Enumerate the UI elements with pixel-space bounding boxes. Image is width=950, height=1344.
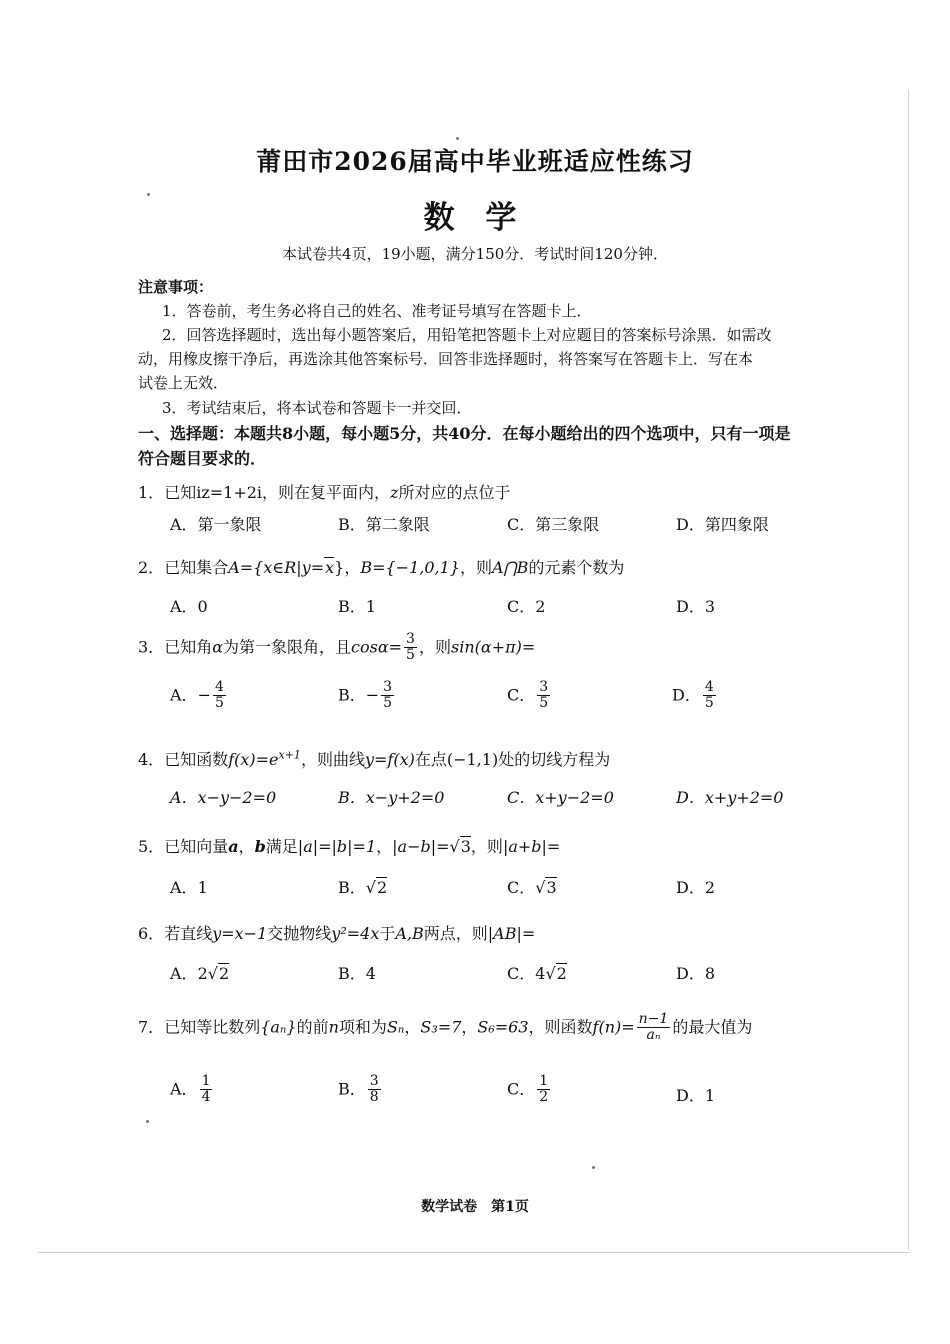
page-edge-bottom — [38, 1252, 910, 1253]
q7-option-c: C． $\frac{1}{2}$ — [507, 1073, 549, 1106]
question-1: 1．已知iz=1+2i，则在复平面内，z所对应的点位于 — [138, 483, 511, 502]
q4-option-a: A．x−y−2=0 — [170, 788, 277, 807]
q1-option-a: A．第一象限 — [170, 515, 262, 534]
scan-speck — [592, 1166, 595, 1169]
q7-option-a: A． $\frac{1}{4}$ — [170, 1073, 211, 1106]
note-item: 3．考试结束后，将本试卷和答题卡一并交回． — [162, 399, 472, 417]
q3-option-a: A．− $\frac{4}{5}$ — [170, 679, 224, 712]
q5-option-c: C．√3 — [507, 878, 557, 897]
exam-subject: 数 学 — [423, 200, 527, 236]
q6-option-b: B．4 — [338, 964, 376, 983]
section-heading: 一、选择题：本题共8小题，每小题5分，共40分．在每小题给出的四个选项中，只有一项是 — [138, 424, 791, 443]
q1-option-d: D．第四象限 — [676, 515, 769, 534]
exam-info: 本试卷共4页，19小题，满分150分．考试时间120分钟． — [282, 245, 668, 263]
fraction: $\frac{n-1}{\text{aₙ}}$ — [638, 1011, 669, 1044]
scan-speck — [146, 1120, 149, 1123]
note-item: 试卷上无效． — [138, 374, 229, 392]
q4-option-c: C．x+y−2=0 — [507, 788, 614, 807]
page-edge-right — [908, 90, 909, 1250]
question-6: 6．若直线y=x−1交抛物线y²=4x于A,B两点，则|AB|= — [138, 924, 536, 943]
q1-option-c: C．第三象限 — [507, 515, 600, 534]
q5-option-b: B．√2 — [338, 878, 388, 897]
q1-option-b: B．第二象限 — [338, 515, 430, 534]
note-item: 2．回答选择题时，选出每小题答案后，用铅笔把答题卡上对应题目的答案标号涂黑．如需改 — [162, 326, 772, 344]
note-item: 动，用橡皮擦干净后，再选涂其他答案标号．回答非选择题时，将答案写在答题卡上．写在本 — [138, 350, 754, 368]
q3-option-b: B．− $\frac{3}{5}$ — [338, 679, 393, 712]
question-2: 2．已知集合A={x∈R|y=x}，B={−1,0,1}，则A⋂B的元素个数为 — [138, 558, 625, 577]
question-7: 7．已知等比数列{aₙ}的前n项和为Sₙ，S₃=7，S₆=63，则函数f(n)= $\frac{n-1}{\text{aₙ}}$ 的最大值为 — [138, 1011, 753, 1044]
question-3: 3．已知角α为第一象限角，且cosα= $\frac{3}{5}$ ，则sin(α+π)= — [138, 631, 536, 664]
notes-heading: 注意事项： — [138, 278, 214, 296]
fraction: $\frac{3}{5}$ — [406, 631, 415, 664]
q6-option-a: A．2√2 — [170, 964, 230, 983]
q6-option-d: D．8 — [676, 964, 716, 983]
page-footer: 数学试卷 第1页 — [421, 1199, 529, 1215]
q7-option-b: B． $\frac{3}{8}$ — [338, 1073, 379, 1106]
q5-option-d: D．2 — [676, 878, 716, 897]
q2-option-c: C．2 — [507, 597, 546, 616]
note-item: 1．答卷前，考生务必将自己的姓名、准考证号填写在答题卡上． — [162, 302, 592, 320]
q3-option-c: C． $\frac{3}{5}$ — [507, 679, 549, 712]
q2-option-a: A．0 — [170, 597, 208, 616]
q5-option-a: A．1 — [170, 878, 208, 897]
q2-option-b: B．1 — [338, 597, 376, 616]
scan-speck — [456, 137, 459, 140]
q6-option-c: C．4√2 — [507, 964, 567, 983]
section-heading-cont: 符合题目要求的． — [138, 449, 267, 468]
q2-option-d: D．3 — [676, 597, 716, 616]
q7-option-d: D．1 — [676, 1086, 716, 1105]
q3-option-d: D． $\frac{4}{5}$ — [672, 679, 714, 712]
exam-title: 莆田市2026届高中毕业班适应性练习 — [256, 147, 694, 176]
question-5: 5．已知向量a，b满足|a|=|b|=1，|a−b|=√3，则|a+b|= — [138, 837, 561, 856]
question-4: 4．已知函数$f(x)=e^{x+1}$，则曲线y=f(x)在点(−1,1)处的切线方程为 — [138, 748, 611, 769]
q4-option-b: B．x−y+2=0 — [338, 788, 445, 807]
q4-option-d: D．x+y+2=0 — [676, 788, 784, 807]
